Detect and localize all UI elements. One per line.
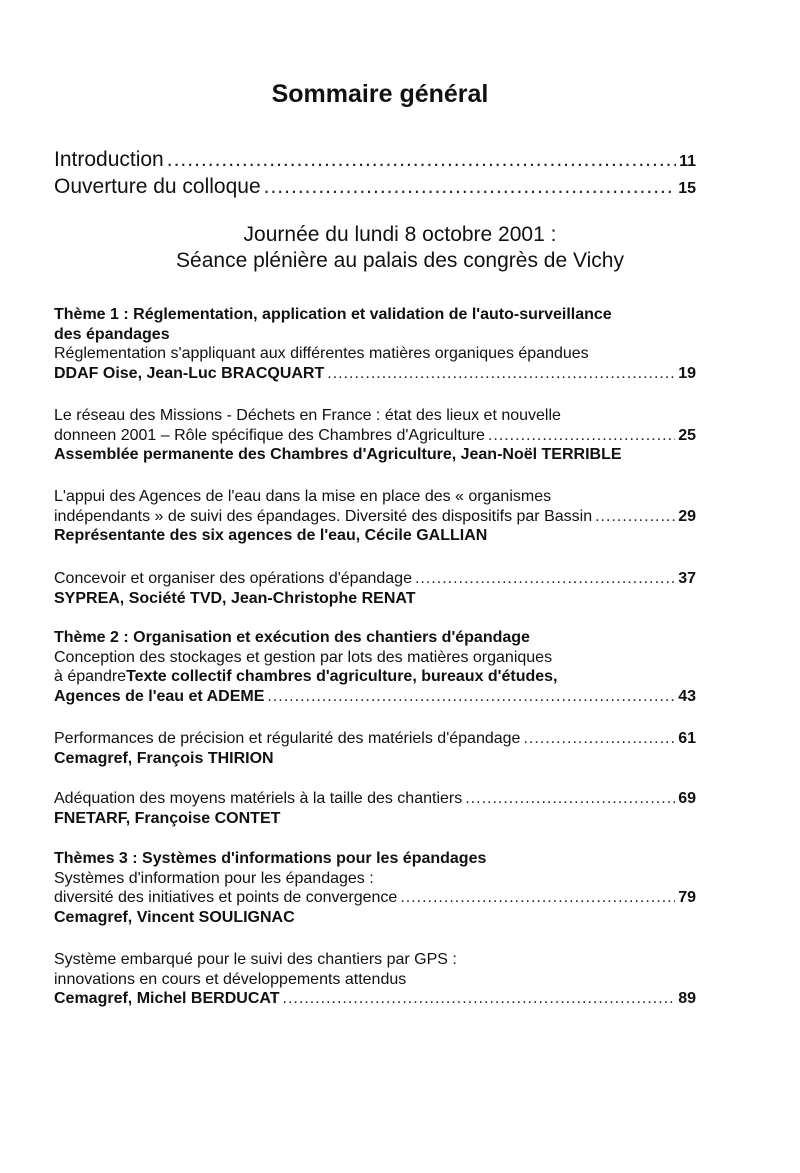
entry-title-cont: diversité des initiatives et points de convergence bbox=[54, 889, 398, 906]
entry-label: Ouverture du colloque bbox=[54, 175, 261, 198]
entry-author: Assemblée permanente des Chambres d'Agriculture, Jean-Noël TERRIBLE bbox=[54, 446, 622, 463]
entry-title: Performances de précision et régularité des matériels d'épandage bbox=[54, 730, 521, 747]
entry-title-tail: à épandre bbox=[54, 668, 127, 685]
entry-title-cont: innovations en cours et développements attendus bbox=[54, 970, 407, 988]
entry-title: Concevoir et organiser des opérations d'épandage bbox=[54, 570, 412, 587]
entry-title: Conception des stockages et gestion par lots des matières organiques bbox=[54, 648, 553, 666]
page-number: 69 bbox=[678, 790, 696, 807]
toc-entry-reseau bbox=[54, 406, 696, 465]
toc-entry-line bbox=[54, 888, 696, 908]
entry-author: Cemagref, Michel BERDUCAT bbox=[54, 990, 280, 1007]
leader-dots bbox=[595, 507, 675, 527]
page-title: Sommaire général bbox=[271, 80, 489, 108]
toc-top-entries bbox=[54, 148, 696, 202]
entry-title: Réglementation s'appliquant aux différentes matières organiques épandues bbox=[54, 345, 589, 362]
entry-title: Le réseau des Missions - Déchets en France : état des lieux et nouvelle bbox=[54, 407, 561, 424]
leader-dots bbox=[264, 175, 676, 199]
leader-dots bbox=[415, 569, 675, 589]
theme-1-block bbox=[54, 305, 696, 383]
page-number: 43 bbox=[678, 687, 696, 705]
session-place: Séance plénière au palais des congrès de Vichy bbox=[176, 249, 624, 272]
page-number: 11 bbox=[679, 153, 696, 170]
leader-dots bbox=[400, 888, 675, 908]
toc-entry-line bbox=[54, 507, 696, 527]
leader-dots bbox=[523, 729, 675, 749]
theme-heading: Thème 2 : Organisation et exécution des chantiers d'épandage bbox=[54, 629, 530, 646]
session-date: Journée du lundi 8 octobre 2001 : bbox=[243, 223, 557, 246]
entry-title: L'appui des Agences de l'eau dans la mise en place des « organismes bbox=[54, 488, 552, 505]
page-number: 89 bbox=[678, 990, 696, 1007]
toc-entry-line bbox=[54, 687, 696, 707]
entry-title: Système embarqué pour le suivi des chantiers par GPS : bbox=[54, 951, 457, 968]
page-number: 19 bbox=[678, 364, 696, 382]
page-number: 25 bbox=[678, 426, 696, 444]
leader-dots bbox=[267, 687, 675, 707]
entry-author: Cemagref, Vincent SOULIGNAC bbox=[54, 908, 295, 926]
entry-author: Texte collectif chambres d'agriculture, bureaux d'études, bbox=[126, 668, 558, 685]
page-number: 61 bbox=[678, 730, 696, 747]
entry-author: Cemagref, François THIRION bbox=[54, 749, 274, 767]
entry-author: DDAF Oise, Jean-Luc BRACQUART bbox=[54, 364, 325, 382]
page-number: 37 bbox=[678, 570, 696, 587]
entry-title-cont bbox=[54, 667, 696, 687]
session-heading bbox=[0, 222, 800, 274]
theme-heading: Thèmes 3 : Systèmes d'informations pour les épandages bbox=[54, 850, 487, 867]
toc-entry-ouverture bbox=[54, 175, 696, 202]
entry-author-cont: Agences de l'eau et ADEME bbox=[54, 687, 265, 705]
leader-dots bbox=[488, 426, 675, 446]
page-number: 29 bbox=[678, 507, 696, 525]
entry-title: Adéquation des moyens matériels à la taille des chantiers bbox=[54, 790, 463, 807]
theme-heading: Thème 1 : Réglementation, application et validation de l'auto-surveillance bbox=[54, 306, 612, 323]
toc-entry-line bbox=[54, 989, 696, 1009]
entry-title: Systèmes d'information pour les épandages : bbox=[54, 869, 374, 887]
entry-author: SYPREA, Société TVD, Jean-Christophe RENAT bbox=[54, 589, 416, 607]
toc-entry-systeme-embarque bbox=[54, 950, 696, 1009]
toc-entry-line bbox=[54, 569, 696, 589]
toc-entry-adequation bbox=[54, 789, 696, 828]
theme-heading-cont: des épandages bbox=[54, 325, 170, 343]
leader-dots bbox=[465, 789, 675, 809]
toc-entry-line bbox=[54, 364, 696, 384]
toc-entry-agences bbox=[54, 487, 696, 546]
toc-entry-line bbox=[54, 729, 696, 749]
leader-dots bbox=[167, 148, 676, 172]
toc-entry-performances bbox=[54, 729, 696, 768]
toc-entry-line bbox=[54, 426, 696, 446]
leader-dots bbox=[283, 989, 676, 1009]
entry-author: Représentante des six agences de l'eau, Cécile GALLIAN bbox=[54, 527, 488, 544]
page-number: 15 bbox=[678, 180, 696, 197]
theme-2-block bbox=[54, 628, 696, 706]
entry-author: FNETARF, Françoise CONTET bbox=[54, 809, 281, 827]
entry-title-cont: donneen 2001 – Rôle spécifique des Chambres d'Agriculture bbox=[54, 426, 485, 444]
toc-entry-introduction bbox=[54, 148, 696, 175]
theme-3-block bbox=[54, 849, 696, 927]
entry-label: Introduction bbox=[54, 148, 164, 171]
page-number: 79 bbox=[678, 889, 696, 906]
toc-entry-line bbox=[54, 789, 696, 809]
toc-entry-concevoir bbox=[54, 569, 696, 608]
entry-title-cont: indépendants » de suivi des épandages. Diversité des dispositifs par Bassin bbox=[54, 507, 593, 525]
leader-dots bbox=[327, 364, 675, 384]
